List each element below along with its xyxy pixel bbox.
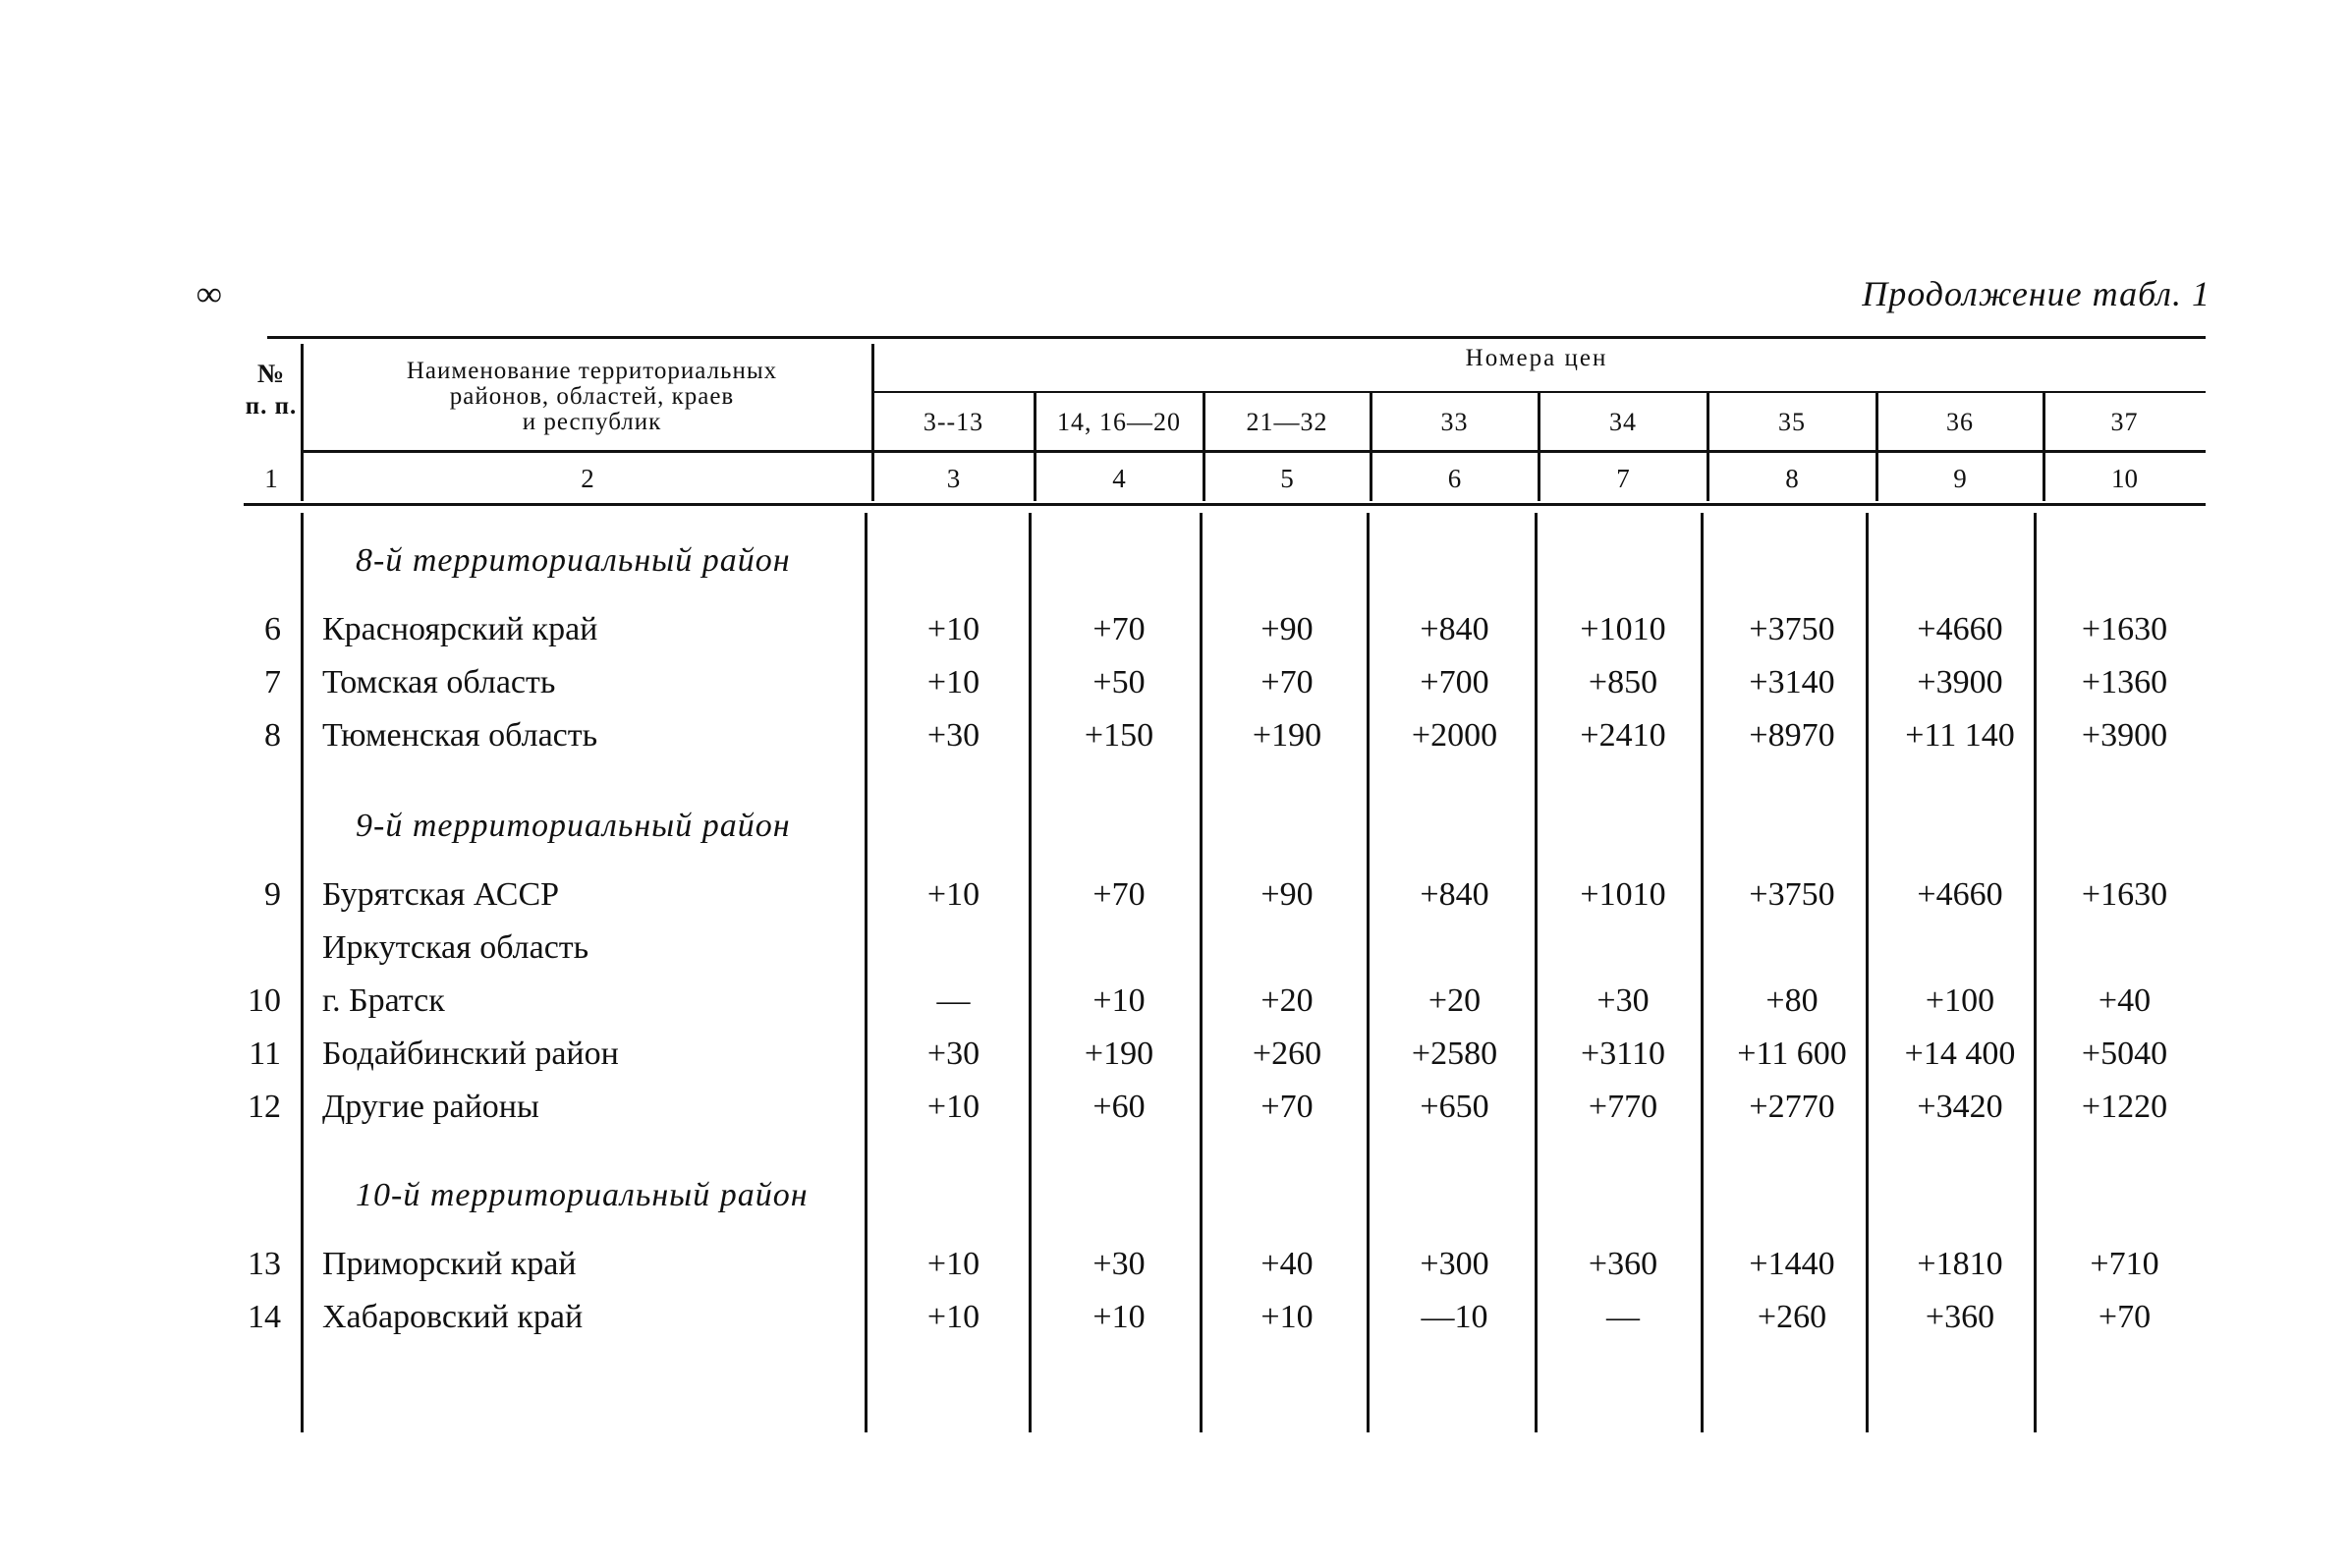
price-value: +50	[1092, 664, 1146, 700]
district-heading: 8-й территориальный район	[356, 542, 791, 579]
price-value: +10	[926, 1299, 980, 1335]
table-divider	[301, 513, 304, 1432]
price-value: —10	[1421, 1299, 1488, 1335]
price-value: +850	[1588, 664, 1658, 700]
page-number: ∞	[196, 274, 222, 313]
table-divider	[1029, 513, 1032, 1432]
table-divider	[1538, 393, 1540, 501]
price-value: +70	[1092, 876, 1146, 913]
price-value: +30	[1092, 1246, 1146, 1282]
region-group-label: Иркутская область	[322, 929, 589, 966]
header-name-line-2: районов, областей, краев	[449, 383, 735, 410]
table-divider	[1200, 513, 1203, 1432]
price-value: +10	[1092, 982, 1146, 1019]
price-column-header: 35	[1778, 408, 1806, 436]
price-value: +70	[2098, 1299, 2152, 1335]
row-number: 9	[264, 876, 281, 913]
price-value: +190	[1084, 1036, 1154, 1072]
table-divider	[865, 513, 868, 1432]
price-column-header: 21—32	[1246, 408, 1328, 436]
price-value: +20	[1260, 982, 1314, 1019]
price-column-header: 33	[1440, 408, 1469, 436]
region-name: Тюменская область	[322, 717, 598, 754]
price-value: +1810	[1917, 1246, 2003, 1282]
table-divider	[1707, 393, 1709, 501]
price-value: +4660	[1917, 611, 2003, 647]
price-value: +710	[2090, 1246, 2159, 1282]
row-number: 12	[248, 1089, 281, 1125]
header-name-line-3: и республик	[522, 409, 662, 435]
table-divider	[1701, 513, 1704, 1432]
price-value: +1630	[2081, 876, 2168, 913]
price-value: +700	[1420, 664, 1489, 700]
price-value: +1010	[1580, 876, 1666, 913]
table-divider	[1034, 393, 1036, 501]
header-name-line-1: Наименование территориальных	[406, 358, 778, 384]
price-value: +190	[1252, 717, 1322, 754]
price-value: +2770	[1749, 1089, 1835, 1125]
column-number: 8	[1785, 464, 1799, 493]
price-value: +4660	[1917, 876, 2003, 913]
header-no-sub: п. п.	[245, 393, 298, 420]
district-heading: 10-й территориальный район	[356, 1177, 809, 1213]
column-number: 6	[1447, 464, 1462, 493]
price-column-header: 14, 16—20	[1057, 408, 1181, 436]
region-name: Бодайбинский район	[322, 1036, 619, 1072]
price-value: +10	[926, 611, 980, 647]
row-number: 7	[264, 664, 281, 700]
price-value: +14 400	[1904, 1036, 2016, 1072]
table-divider	[1535, 513, 1538, 1432]
header-no: №	[256, 359, 286, 388]
table-continuation-caption: Продолжение табл. 1	[1862, 274, 2211, 313]
region-name: г. Братск	[322, 982, 445, 1019]
table-rule	[267, 336, 2206, 339]
price-value: +3140	[1749, 664, 1835, 700]
price-column-header: 3--13	[923, 408, 984, 436]
price-value: +770	[1588, 1089, 1658, 1125]
table-divider	[1875, 393, 1878, 501]
price-value: +70	[1260, 1089, 1314, 1125]
region-name: Красноярский край	[322, 611, 598, 647]
price-value: +10	[1260, 1299, 1314, 1335]
price-value: —	[1606, 1299, 1640, 1335]
price-value: +1440	[1749, 1246, 1835, 1282]
column-number: 1	[264, 464, 278, 493]
price-column-header: 37	[2110, 408, 2139, 436]
price-value: +80	[1765, 982, 1819, 1019]
price-value: +70	[1092, 611, 1146, 647]
price-value: +3900	[2081, 717, 2168, 754]
price-value: +30	[1596, 982, 1650, 1019]
region-name: Томская область	[322, 664, 556, 700]
region-name: Хабаровский край	[322, 1299, 584, 1335]
row-number: 11	[249, 1036, 281, 1072]
column-number: 7	[1616, 464, 1630, 493]
region-name: Приморский край	[322, 1246, 577, 1282]
price-value: +70	[1260, 664, 1314, 700]
table-divider	[301, 344, 304, 501]
row-number: 8	[264, 717, 281, 754]
price-value: +1630	[2081, 611, 2168, 647]
price-value: +1360	[2081, 664, 2168, 700]
price-value: +3420	[1917, 1089, 2003, 1125]
table-rule	[303, 450, 2206, 453]
price-value: +360	[1588, 1246, 1658, 1282]
row-number: 13	[248, 1246, 281, 1282]
region-name: Бурятская АССР	[322, 876, 560, 913]
price-value: +3750	[1749, 611, 1835, 647]
price-value: +3900	[1917, 664, 2003, 700]
price-value: +40	[1260, 1246, 1314, 1282]
price-value: +1010	[1580, 611, 1666, 647]
price-value: +1220	[2081, 1089, 2168, 1125]
price-value: +8970	[1749, 717, 1835, 754]
price-value: +90	[1260, 611, 1314, 647]
column-number: 3	[946, 464, 961, 493]
price-value: +840	[1420, 876, 1489, 913]
column-number: 4	[1112, 464, 1126, 493]
price-column-header: 36	[1946, 408, 1974, 436]
price-value: +10	[926, 664, 980, 700]
price-value: +100	[1925, 982, 1995, 1019]
row-number: 10	[248, 982, 281, 1019]
price-value: +10	[926, 1089, 980, 1125]
price-value: +360	[1925, 1299, 1995, 1335]
price-value: +10	[926, 876, 980, 913]
price-value: +90	[1260, 876, 1314, 913]
price-value: +30	[926, 1036, 980, 1072]
price-value: +2410	[1580, 717, 1666, 754]
price-value: +2580	[1411, 1036, 1498, 1072]
price-value: —	[936, 982, 971, 1019]
price-value: +10	[926, 1246, 980, 1282]
price-value: +260	[1252, 1036, 1322, 1072]
region-name: Другие районы	[322, 1089, 539, 1125]
table-divider	[871, 344, 874, 501]
district-heading: 9-й территориальный район	[356, 808, 791, 844]
price-value: +11 140	[1905, 717, 2015, 754]
price-value: +3110	[1581, 1036, 1665, 1072]
table-divider	[1367, 513, 1370, 1432]
column-number: 2	[581, 464, 594, 493]
price-value: +30	[926, 717, 980, 754]
column-number: 5	[1280, 464, 1294, 493]
table-rule	[244, 503, 2206, 506]
price-value: +260	[1757, 1299, 1827, 1335]
price-value: +5040	[2081, 1036, 2168, 1072]
column-number: 9	[1953, 464, 1967, 493]
table-divider	[1370, 393, 1372, 501]
price-value: +3750	[1749, 876, 1835, 913]
price-value: +11 600	[1737, 1036, 1847, 1072]
price-value: +40	[2098, 982, 2152, 1019]
header-prices-group: Номера цен	[1465, 345, 1608, 371]
price-value: +840	[1420, 611, 1489, 647]
table-divider	[1203, 393, 1205, 501]
price-value: +300	[1420, 1246, 1489, 1282]
price-value: +20	[1427, 982, 1482, 1019]
price-value: +60	[1092, 1089, 1146, 1125]
row-number: 14	[248, 1299, 281, 1335]
table-divider	[1866, 513, 1869, 1432]
column-number: 10	[2111, 464, 2138, 493]
price-value: +650	[1420, 1089, 1489, 1125]
table-divider	[2034, 513, 2037, 1432]
price-value: +150	[1084, 717, 1154, 754]
row-number: 6	[264, 611, 281, 647]
price-column-header: 34	[1609, 408, 1637, 436]
price-value: +10	[1092, 1299, 1146, 1335]
price-value: +2000	[1411, 717, 1498, 754]
table-divider	[2043, 393, 2045, 501]
